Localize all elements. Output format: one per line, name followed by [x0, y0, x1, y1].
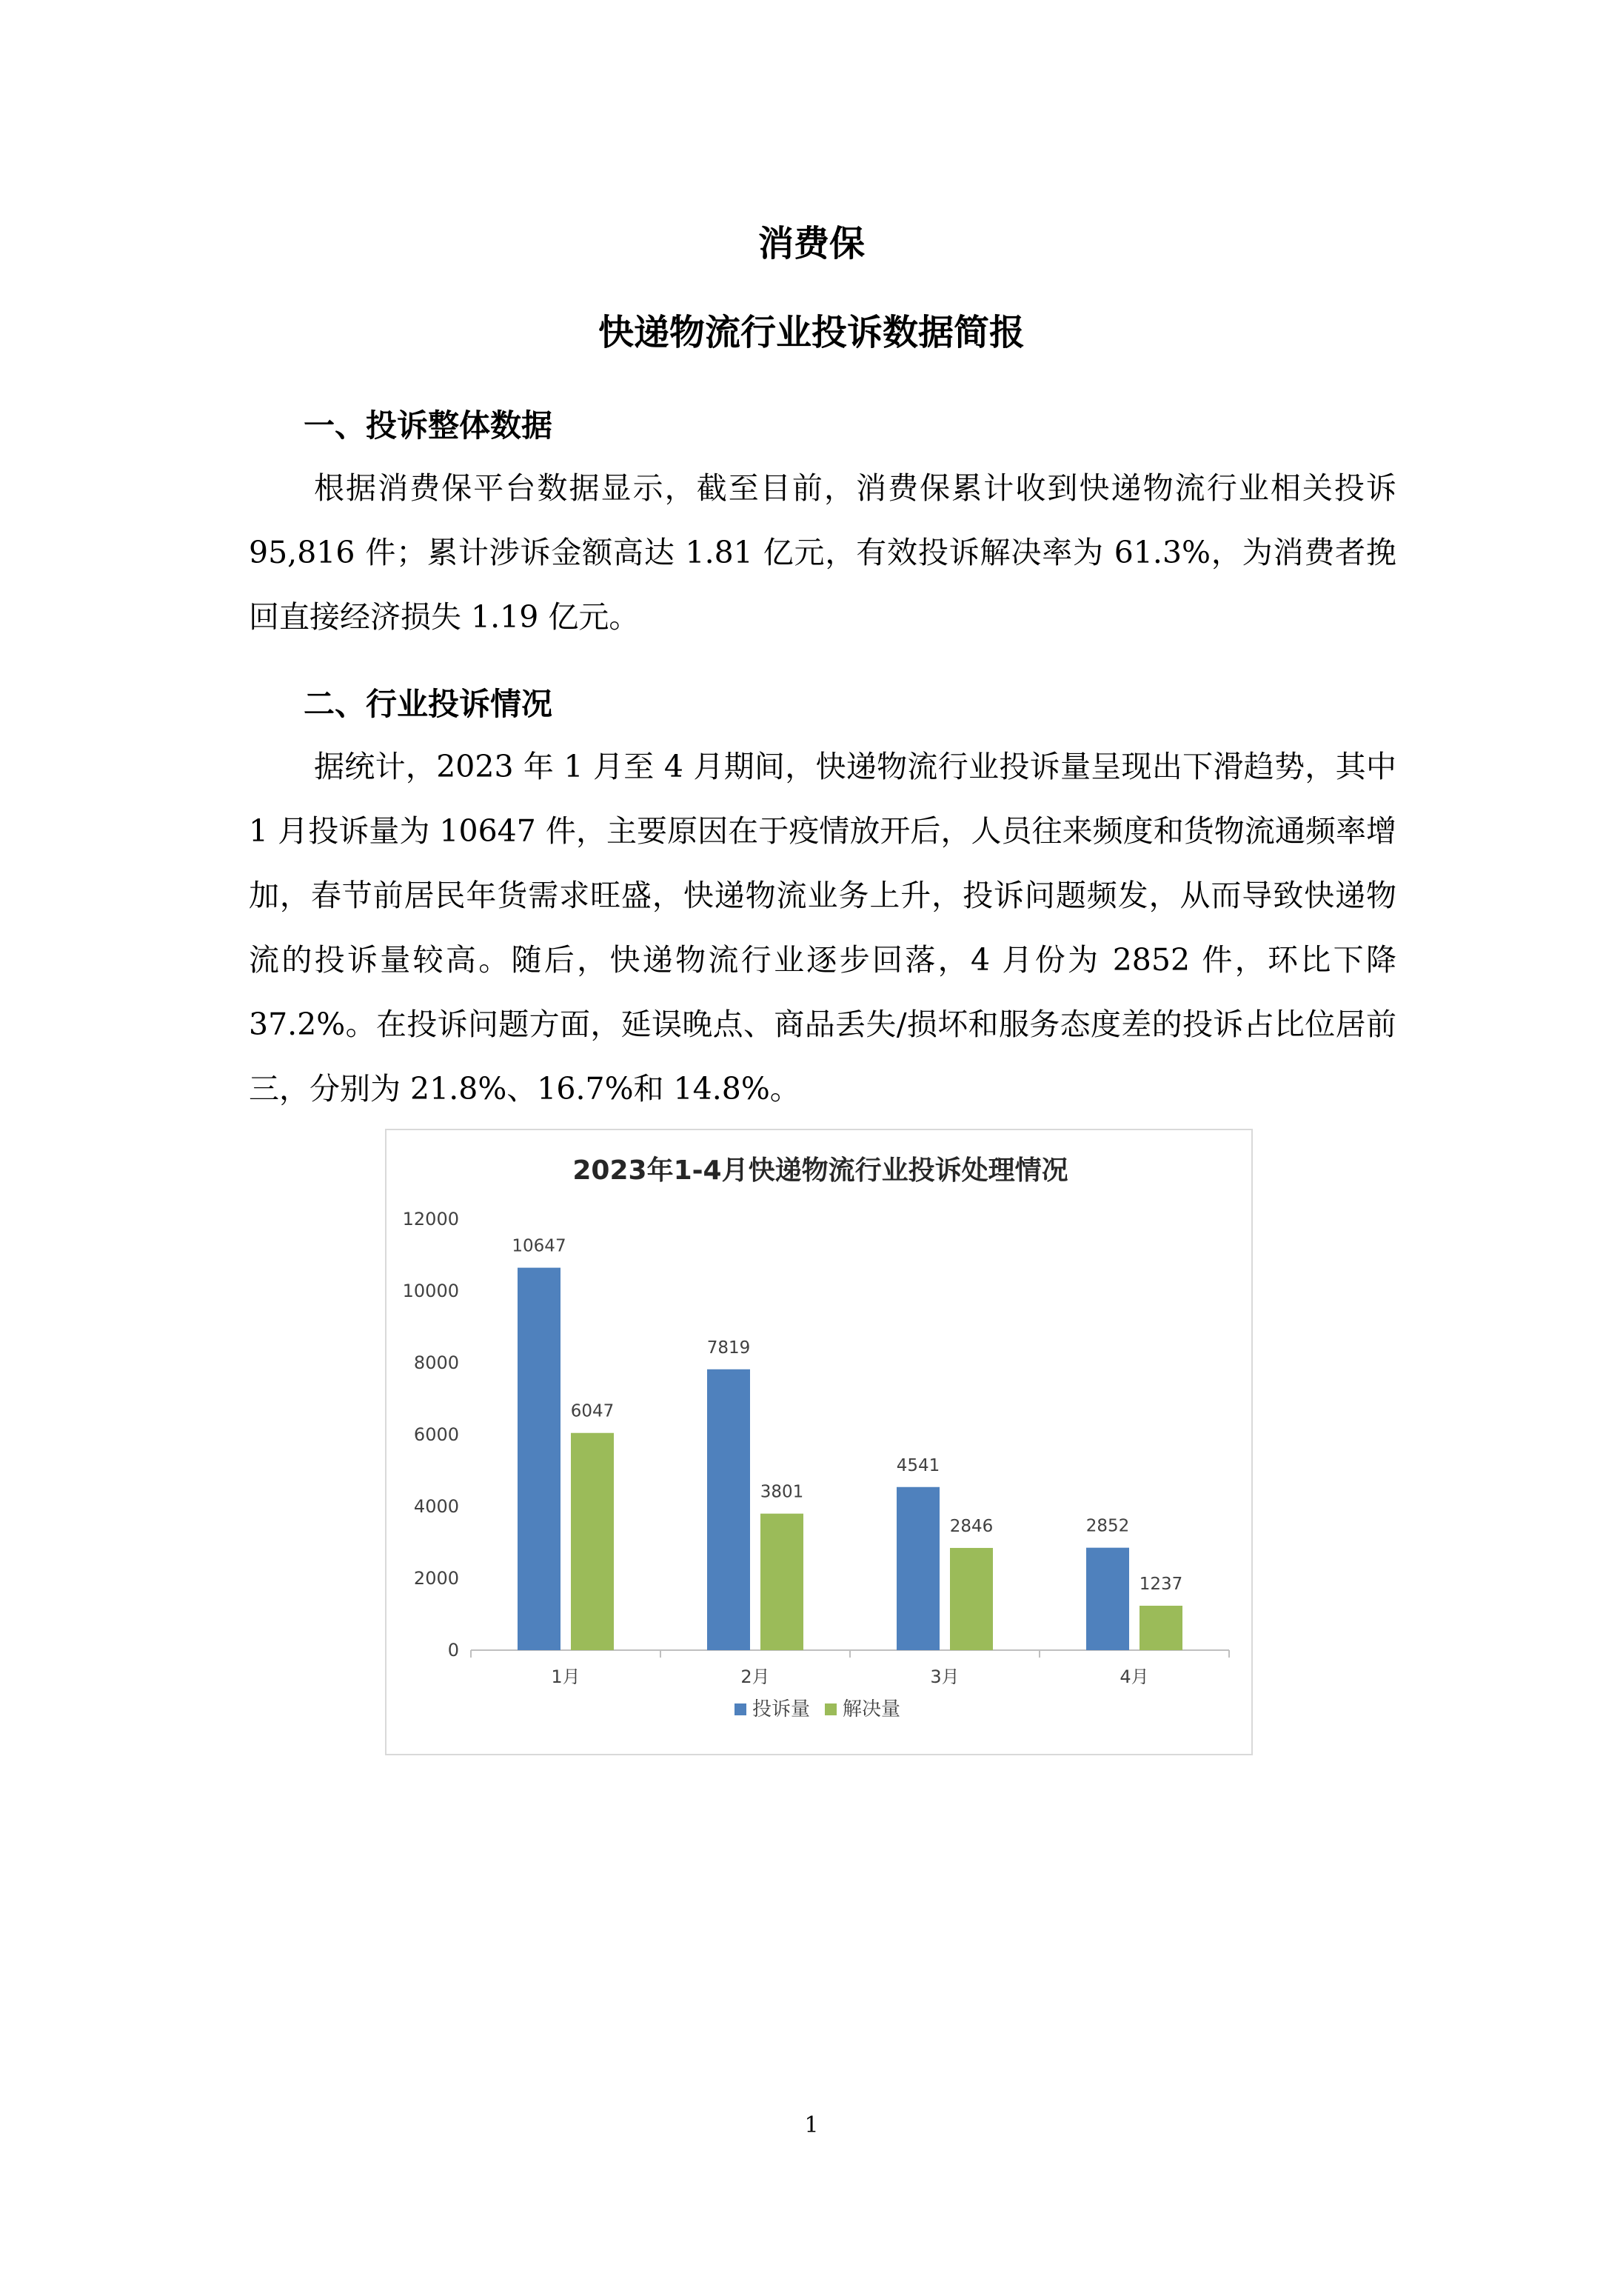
data-label: 2852	[1085, 1516, 1130, 1536]
y-tick-label: 8000	[413, 1352, 459, 1373]
data-label: 7819	[706, 1338, 751, 1358]
section-heading-overall-data: 一、投诉整体数据	[304, 407, 553, 444]
data-label: 6047	[570, 1401, 615, 1421]
bar-complaints	[1086, 1548, 1129, 1650]
bar-resolved	[571, 1433, 614, 1650]
y-tick-label: 12000	[402, 1209, 459, 1229]
legend-label: 投诉量	[752, 1698, 811, 1721]
bar-resolved	[1140, 1606, 1182, 1650]
data-label: 10647	[512, 1236, 566, 1256]
chart-title: 2023年1-4月快递物流行业投诉处理情况	[572, 1155, 1068, 1186]
y-tick-label: 10000	[402, 1281, 459, 1301]
data-label: 2846	[949, 1516, 994, 1536]
y-tick-label: 0	[447, 1640, 459, 1661]
x-tick-label: 2月	[740, 1666, 770, 1687]
legend-swatch	[825, 1703, 837, 1715]
legend-swatch	[734, 1703, 746, 1715]
complaint-bar-chart	[386, 1130, 1254, 1757]
x-tick-label: 3月	[930, 1666, 960, 1687]
bar-resolved	[950, 1548, 993, 1650]
y-tick-label: 6000	[413, 1424, 459, 1445]
section-heading-industry-complaints: 二、行业投诉情况	[304, 686, 553, 722]
y-tick-label: 4000	[413, 1496, 459, 1517]
x-tick-label: 4月	[1120, 1666, 1149, 1687]
section-paragraph-overall-data: 根据消费保平台数据显示，截至目前，消费保累计收到快递物流行业相关投诉 95,816 件；累计涉诉金额高达 1.81 亿元，有效投诉解决率为 61.3%，为消费者挽回直接经济损失 1.19 亿元。	[249, 470, 1396, 635]
data-label: 1237	[1139, 1575, 1183, 1595]
bar-resolved	[760, 1514, 803, 1650]
page-number: 1	[804, 2112, 819, 2138]
document-subtitle: 快递物流行业投诉数据简报	[598, 312, 1025, 353]
bar-complaints	[518, 1268, 560, 1650]
data-label: 4541	[896, 1455, 940, 1475]
legend-label: 解决量	[843, 1698, 901, 1721]
bar-complaints	[707, 1369, 750, 1650]
bar-complaints	[897, 1487, 940, 1650]
section-paragraph-industry-complaints: 据统计，2023 年 1 月至 4 月期间，快递物流行业投诉量呈现出下滑趋势，其中 1 月投诉量为 10647 件，主要原因在于疫情放开后，人员往来频度和货物流通频率增加，春节前居民年货需求旺盛，快递物流业务上升，投诉问题频发，从而导致快递物流的投诉量较高。随后，快递物流行业逐步回落，4 月份为 2852 件，环比下降 37.2%。在投诉问题方面，延误晚点、商品丢失/损坏和服务态度差的投诉占比位居前三，分别为 21.8%、16.7%和 14.8%。	[249, 749, 1396, 1107]
x-tick-label: 1月	[551, 1666, 580, 1687]
document-title: 消费保	[757, 223, 865, 264]
complaint-chart	[385, 1129, 1253, 1755]
data-label: 3801	[760, 1482, 804, 1502]
y-tick-label: 2000	[413, 1568, 459, 1589]
